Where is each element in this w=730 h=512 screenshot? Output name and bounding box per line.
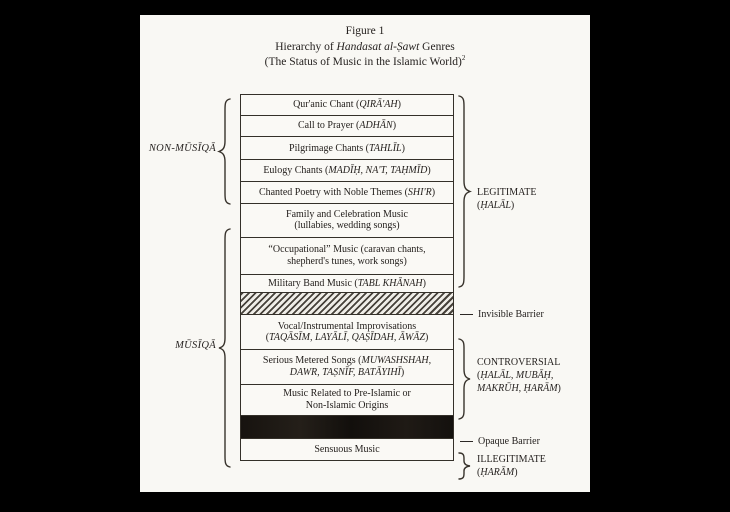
illegitimate-brace-icon [458, 452, 472, 480]
invisible-barrier-connector-line [460, 314, 473, 315]
invisible-barrier-label: Invisible Barrier [478, 309, 544, 320]
invisible-barrier-callout [460, 309, 544, 320]
genre-box-occupational: “Occupational” Music (caravan chants, shepherd's tunes, work songs) [240, 237, 454, 275]
label-musiqa: MŪSĪQĀ [175, 340, 216, 351]
non-musiqa-brace-icon [218, 98, 232, 205]
genre-box-sensuous-music: Sensuous Music [240, 438, 454, 461]
genre-box-pre-islamic: Music Related to Pre-Islamic or Non-Islamic Origins [240, 384, 454, 416]
genre-box-quranic-chant: Qur'anic Chant (QIRĀ'AH) [240, 94, 454, 116]
legitimate-brace-icon [458, 95, 472, 288]
musiqa-brace-icon [218, 228, 232, 468]
genre-box-family-celebration: Family and Celebration Music (lullabies, wedding songs) [240, 203, 454, 238]
genre-box-eulogy-chants: Eulogy Chants (MADĪḤ, NA'T, TAḤMĪD) [240, 159, 454, 182]
label-controversial: CONTROVERSIAL (ḤALĀL, MUBĀḤ, MAKRŪH, ḤARĀM) [477, 357, 561, 394]
opaque-barrier-label: Opaque Barrier [478, 436, 540, 447]
scanned-page [140, 15, 590, 492]
label-legitimate: LEGITIMATE (ḤALĀL) [477, 187, 537, 211]
genre-box-military-band: Military Band Music (TABL KHĀNAH) [240, 274, 454, 294]
genre-box-call-to-prayer: Call to Prayer (ADHĀN) [240, 115, 454, 138]
genre-box-pilgrimage-chants: Pilgrimage Chants (TAHLĪL) [240, 136, 454, 160]
label-non-musiqa: NON-MŪSĪQĀ [148, 143, 216, 154]
opaque-barrier-connector-line [460, 441, 473, 442]
figure-title: Figure 1 Hierarchy of Handasat al-Ṣawt Genres (The Status of Music in the Islamic World)$^2$ [264, 25, 466, 68]
opaque-barrier-band [240, 415, 454, 440]
opaque-barrier-callout [460, 436, 540, 447]
genre-box-serious-metered: Serious Metered Songs (MUWASHSHAH, DAWR, TAṢNĪF, BATĀYIHĪ) [240, 349, 454, 385]
invisible-barrier-band [240, 292, 454, 315]
genre-box-improvisations: Vocal/Instrumental Improvisations (TAQĀSĪM, LAYĀLĪ, QAṢĪDAH, ĀWĀZ) [240, 314, 454, 350]
genre-box-chanted-poetry: Chanted Poetry with Noble Themes (SHI'R) [240, 181, 454, 204]
label-illegitimate: ILLEGITIMATE (ḤARĀM) [477, 454, 546, 478]
controversial-brace-icon [458, 338, 472, 420]
hierarchy-stack [240, 95, 454, 461]
